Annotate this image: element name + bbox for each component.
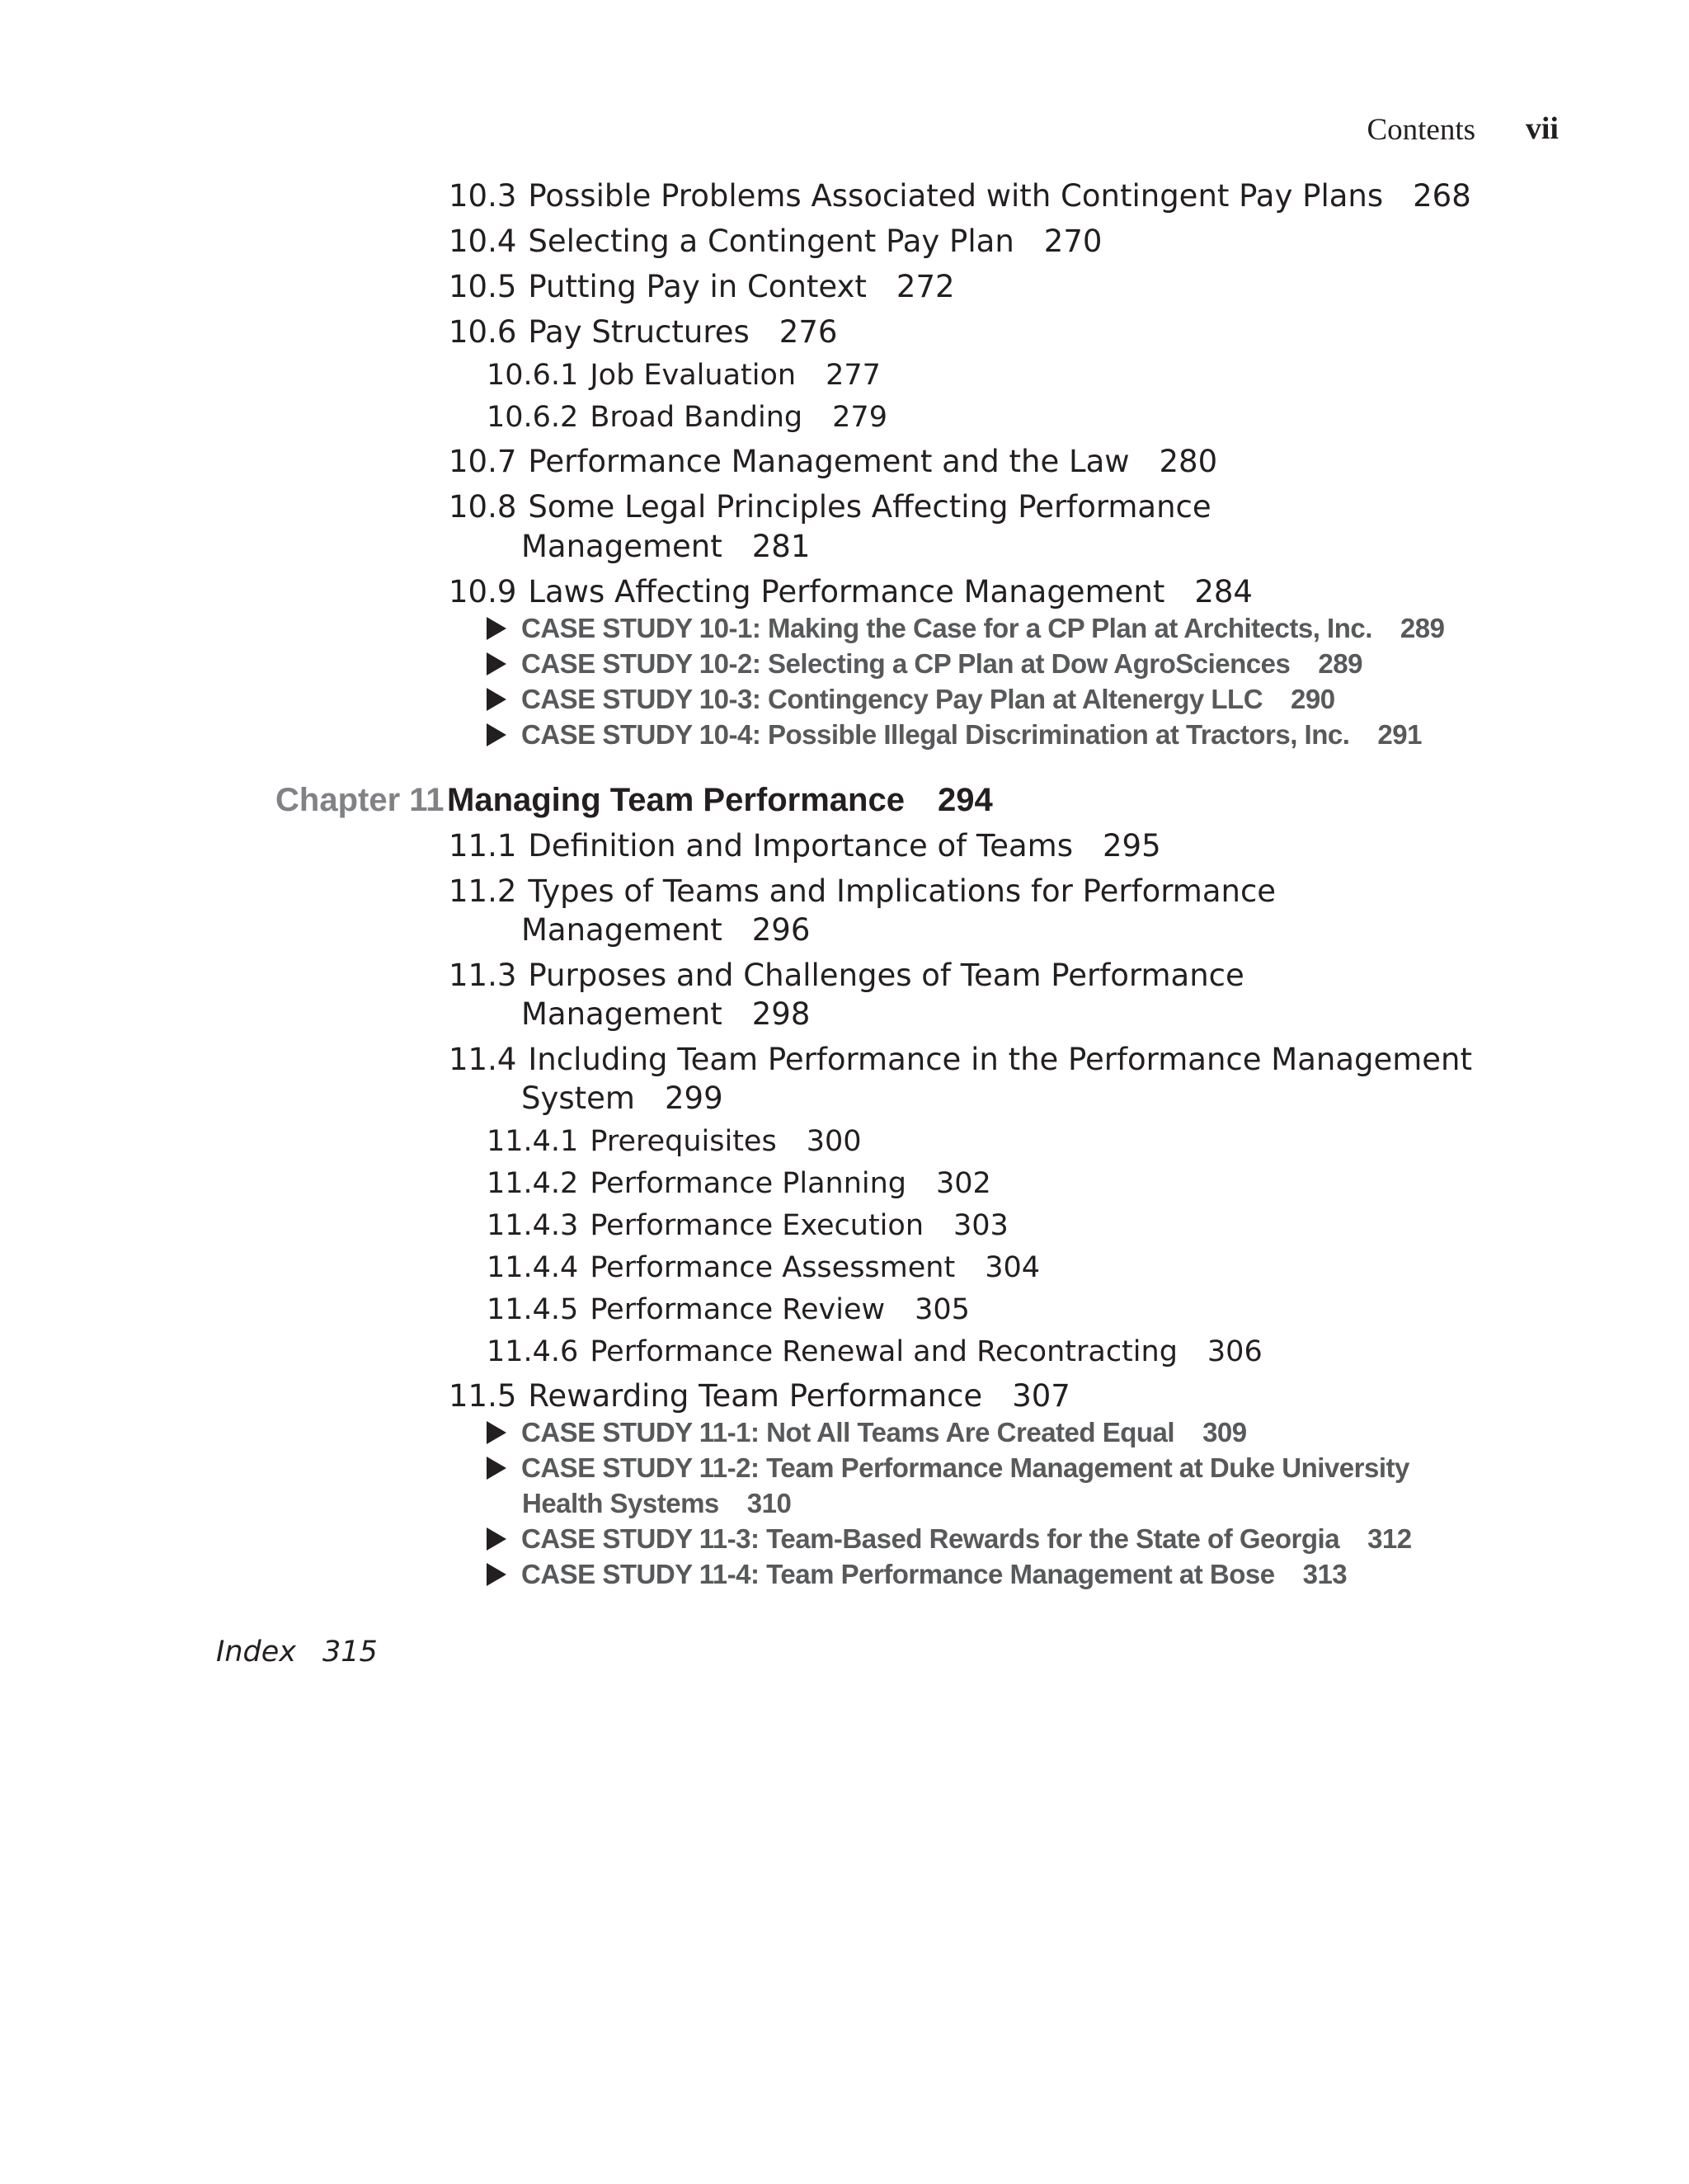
toc-subentry[interactable] bbox=[487, 356, 881, 394]
toc-entry-continuation[interactable] bbox=[521, 995, 810, 1034]
page-number: 312 bbox=[1367, 1523, 1412, 1554]
page-number: 272 bbox=[896, 269, 955, 304]
toc-entry[interactable] bbox=[449, 872, 1276, 911]
page-number: 305 bbox=[915, 1293, 970, 1326]
page-number: 298 bbox=[751, 996, 811, 1032]
case-study-entry[interactable] bbox=[487, 718, 1422, 752]
toc-subentry[interactable] bbox=[487, 1165, 991, 1203]
toc-entry-continuation[interactable] bbox=[521, 1079, 723, 1118]
section-title-continued: Management bbox=[521, 912, 722, 948]
triangle-bullet-icon bbox=[487, 1421, 506, 1444]
section-number: 10.6.1 bbox=[487, 359, 579, 392]
toc-entry[interactable] bbox=[449, 267, 955, 307]
section-title: Pay Structures bbox=[528, 314, 750, 350]
case-study-label: CASE STUDY 11-3: bbox=[521, 1523, 760, 1554]
case-study-title: Possible Illegal Discrimination at Tractors, Inc. bbox=[767, 719, 1350, 750]
triangle-bullet-icon bbox=[487, 652, 506, 675]
triangle-bullet-icon bbox=[487, 1563, 506, 1586]
page-number: 284 bbox=[1194, 574, 1253, 610]
section-number: 10.4 bbox=[449, 224, 517, 259]
page-number: 306 bbox=[1207, 1335, 1263, 1368]
case-study-label: CASE STUDY 11-1: bbox=[521, 1417, 760, 1447]
page-number: 304 bbox=[985, 1251, 1041, 1284]
case-study-entry[interactable] bbox=[487, 682, 1335, 717]
section-number: 11.3 bbox=[449, 958, 517, 993]
page-number: 307 bbox=[1012, 1378, 1070, 1414]
section-number: 10.7 bbox=[449, 444, 517, 479]
index-label: Index bbox=[216, 1636, 296, 1669]
case-study-label: CASE STUDY 10-2: bbox=[521, 648, 761, 679]
section-title: Performance Execution bbox=[590, 1209, 924, 1242]
section-title-continued: Management bbox=[521, 529, 722, 564]
case-study-title: Team Performance Management at Duke University bbox=[766, 1452, 1409, 1483]
section-title: Selecting a Contingent Pay Plan bbox=[528, 224, 1014, 259]
section-number: 10.9 bbox=[449, 574, 517, 610]
section-title: Including Team Performance in the Performance Management bbox=[528, 1042, 1473, 1077]
chapter-label: Chapter 11 bbox=[275, 782, 445, 818]
page-number: 303 bbox=[953, 1209, 1009, 1242]
section-title: Prerequisites bbox=[590, 1125, 777, 1158]
section-title-continued: Management bbox=[521, 996, 722, 1032]
case-study-label: CASE STUDY 10-1: bbox=[521, 613, 761, 643]
page-number: 280 bbox=[1159, 444, 1218, 479]
page-number: 302 bbox=[936, 1167, 991, 1200]
chapter-title: Managing Team Performance bbox=[447, 782, 905, 818]
section-title: Job Evaluation bbox=[590, 359, 797, 392]
section-number: 10.6.2 bbox=[487, 401, 579, 434]
section-number: 11.4.6 bbox=[487, 1335, 579, 1368]
section-title: Definition and Importance of Teams bbox=[528, 828, 1073, 864]
section-title: Performance Management and the Law bbox=[528, 444, 1130, 479]
toc-entry[interactable] bbox=[449, 313, 837, 352]
section-title: Some Legal Principles Affecting Performance bbox=[528, 489, 1211, 525]
case-study-entry[interactable] bbox=[487, 1522, 1412, 1556]
case-study-title: Team Performance Management at Bose bbox=[766, 1559, 1275, 1589]
case-study-label: CASE STUDY 11-4: bbox=[521, 1559, 760, 1589]
section-number: 11.4.4 bbox=[487, 1251, 579, 1284]
toc-entry[interactable] bbox=[449, 826, 1161, 866]
toc-entry[interactable] bbox=[449, 222, 1102, 261]
section-number: 11.1 bbox=[449, 828, 517, 864]
toc-entry[interactable] bbox=[449, 1377, 1070, 1416]
toc-entry[interactable] bbox=[449, 572, 1253, 612]
page-number: 295 bbox=[1102, 828, 1161, 864]
toc-entry[interactable] bbox=[449, 487, 1211, 527]
page-number: 289 bbox=[1318, 648, 1362, 679]
case-study-entry[interactable] bbox=[487, 1415, 1247, 1450]
toc-entry[interactable] bbox=[449, 1040, 1472, 1080]
section-title: Rewarding Team Performance bbox=[528, 1378, 983, 1414]
triangle-bullet-icon bbox=[487, 617, 506, 640]
triangle-bullet-icon bbox=[487, 688, 506, 711]
case-study-entry[interactable] bbox=[487, 1451, 1409, 1485]
page-number: 313 bbox=[1302, 1559, 1348, 1589]
page-number: 296 bbox=[751, 912, 811, 948]
case-study-title: Selecting a CP Plan at Dow AgroSciences bbox=[767, 648, 1291, 679]
triangle-bullet-icon bbox=[487, 1527, 506, 1551]
page-number: 299 bbox=[664, 1080, 723, 1116]
section-title: Purposes and Challenges of Team Performance bbox=[528, 958, 1244, 993]
page-number: 291 bbox=[1377, 719, 1422, 750]
page-number: 309 bbox=[1202, 1417, 1247, 1447]
section-title-continued: System bbox=[521, 1080, 635, 1116]
page-number: 277 bbox=[826, 359, 881, 392]
section-number: 11.4.5 bbox=[487, 1293, 579, 1326]
case-study-title: Contingency Pay Plan at Altenergy LLC bbox=[767, 684, 1263, 714]
page-number: 279 bbox=[832, 401, 887, 434]
page-number: 294 bbox=[937, 782, 993, 818]
section-number: 10.3 bbox=[449, 178, 517, 214]
section-title: Possible Problems Associated with Contingent Pay Plans bbox=[528, 178, 1384, 214]
case-study-title-continued: Health Systems bbox=[522, 1488, 719, 1518]
toc-subentry[interactable] bbox=[487, 1123, 862, 1160]
section-number: 11.4.3 bbox=[487, 1209, 579, 1242]
toc-subentry[interactable] bbox=[487, 1207, 1009, 1245]
toc-subentry[interactable] bbox=[487, 1291, 970, 1329]
case-study-title: Team-Based Rewards for the State of Georgia bbox=[766, 1523, 1340, 1554]
case-study-title: Not All Teams Are Created Equal bbox=[766, 1417, 1175, 1447]
section-number: 11.4.1 bbox=[487, 1125, 579, 1158]
case-study-entry[interactable] bbox=[487, 611, 1444, 646]
page-number: 290 bbox=[1291, 684, 1335, 714]
case-study-title: Making the Case for a CP Plan at Architects, Inc. bbox=[767, 613, 1372, 643]
section-number: 11.2 bbox=[449, 873, 517, 909]
toc-subentry[interactable] bbox=[487, 1249, 1040, 1287]
section-number: 11.5 bbox=[449, 1378, 517, 1414]
page-folio: vii bbox=[1525, 111, 1559, 146]
case-study-entry[interactable] bbox=[487, 647, 1362, 681]
section-title: Laws Affecting Performance Management bbox=[528, 574, 1165, 610]
section-title: Putting Pay in Context bbox=[528, 269, 867, 304]
toc-entry-continuation[interactable] bbox=[521, 911, 810, 950]
section-number: 11.4.2 bbox=[487, 1167, 579, 1200]
index-entry[interactable] bbox=[216, 1633, 378, 1671]
triangle-bullet-icon bbox=[487, 723, 506, 746]
page-number: 276 bbox=[779, 314, 838, 350]
page-number: 268 bbox=[1413, 178, 1471, 214]
running-header bbox=[0, 112, 1559, 152]
page-number: 310 bbox=[746, 1488, 792, 1518]
section-title: Performance Renewal and Recontracting bbox=[590, 1335, 1178, 1368]
case-study-label: CASE STUDY 10-3: bbox=[521, 684, 761, 714]
section-number: 10.8 bbox=[449, 489, 517, 525]
toc-entry[interactable] bbox=[449, 956, 1244, 996]
case-study-entry[interactable] bbox=[487, 1557, 1347, 1592]
page-number: 315 bbox=[322, 1636, 378, 1669]
toc-subentry[interactable] bbox=[487, 398, 887, 436]
toc-subentry[interactable] bbox=[487, 1333, 1263, 1371]
section-number: 10.5 bbox=[449, 269, 517, 304]
case-study-continuation[interactable] bbox=[522, 1486, 791, 1521]
section-title: Performance Review bbox=[590, 1293, 886, 1326]
page-number: 300 bbox=[806, 1125, 862, 1158]
page-number: 270 bbox=[1043, 224, 1103, 259]
case-study-label: CASE STUDY 10-4: bbox=[521, 719, 761, 750]
toc-entry[interactable] bbox=[449, 177, 1471, 216]
toc-entry[interactable] bbox=[449, 442, 1217, 482]
section-title: Performance Planning bbox=[590, 1167, 907, 1200]
section-number: 10.6 bbox=[449, 314, 517, 350]
case-study-label: CASE STUDY 11-2: bbox=[521, 1452, 760, 1483]
triangle-bullet-icon bbox=[487, 1457, 506, 1480]
running-header-label: Contents bbox=[1367, 113, 1475, 147]
section-title: Broad Banding bbox=[590, 401, 803, 434]
page-number: 289 bbox=[1400, 613, 1445, 643]
toc-entry-continuation[interactable] bbox=[521, 527, 810, 567]
page-number: 281 bbox=[751, 529, 811, 564]
section-title: Types of Teams and Implications for Performance bbox=[528, 873, 1277, 909]
section-title: Performance Assessment bbox=[590, 1251, 956, 1284]
section-number: 11.4 bbox=[449, 1042, 517, 1077]
